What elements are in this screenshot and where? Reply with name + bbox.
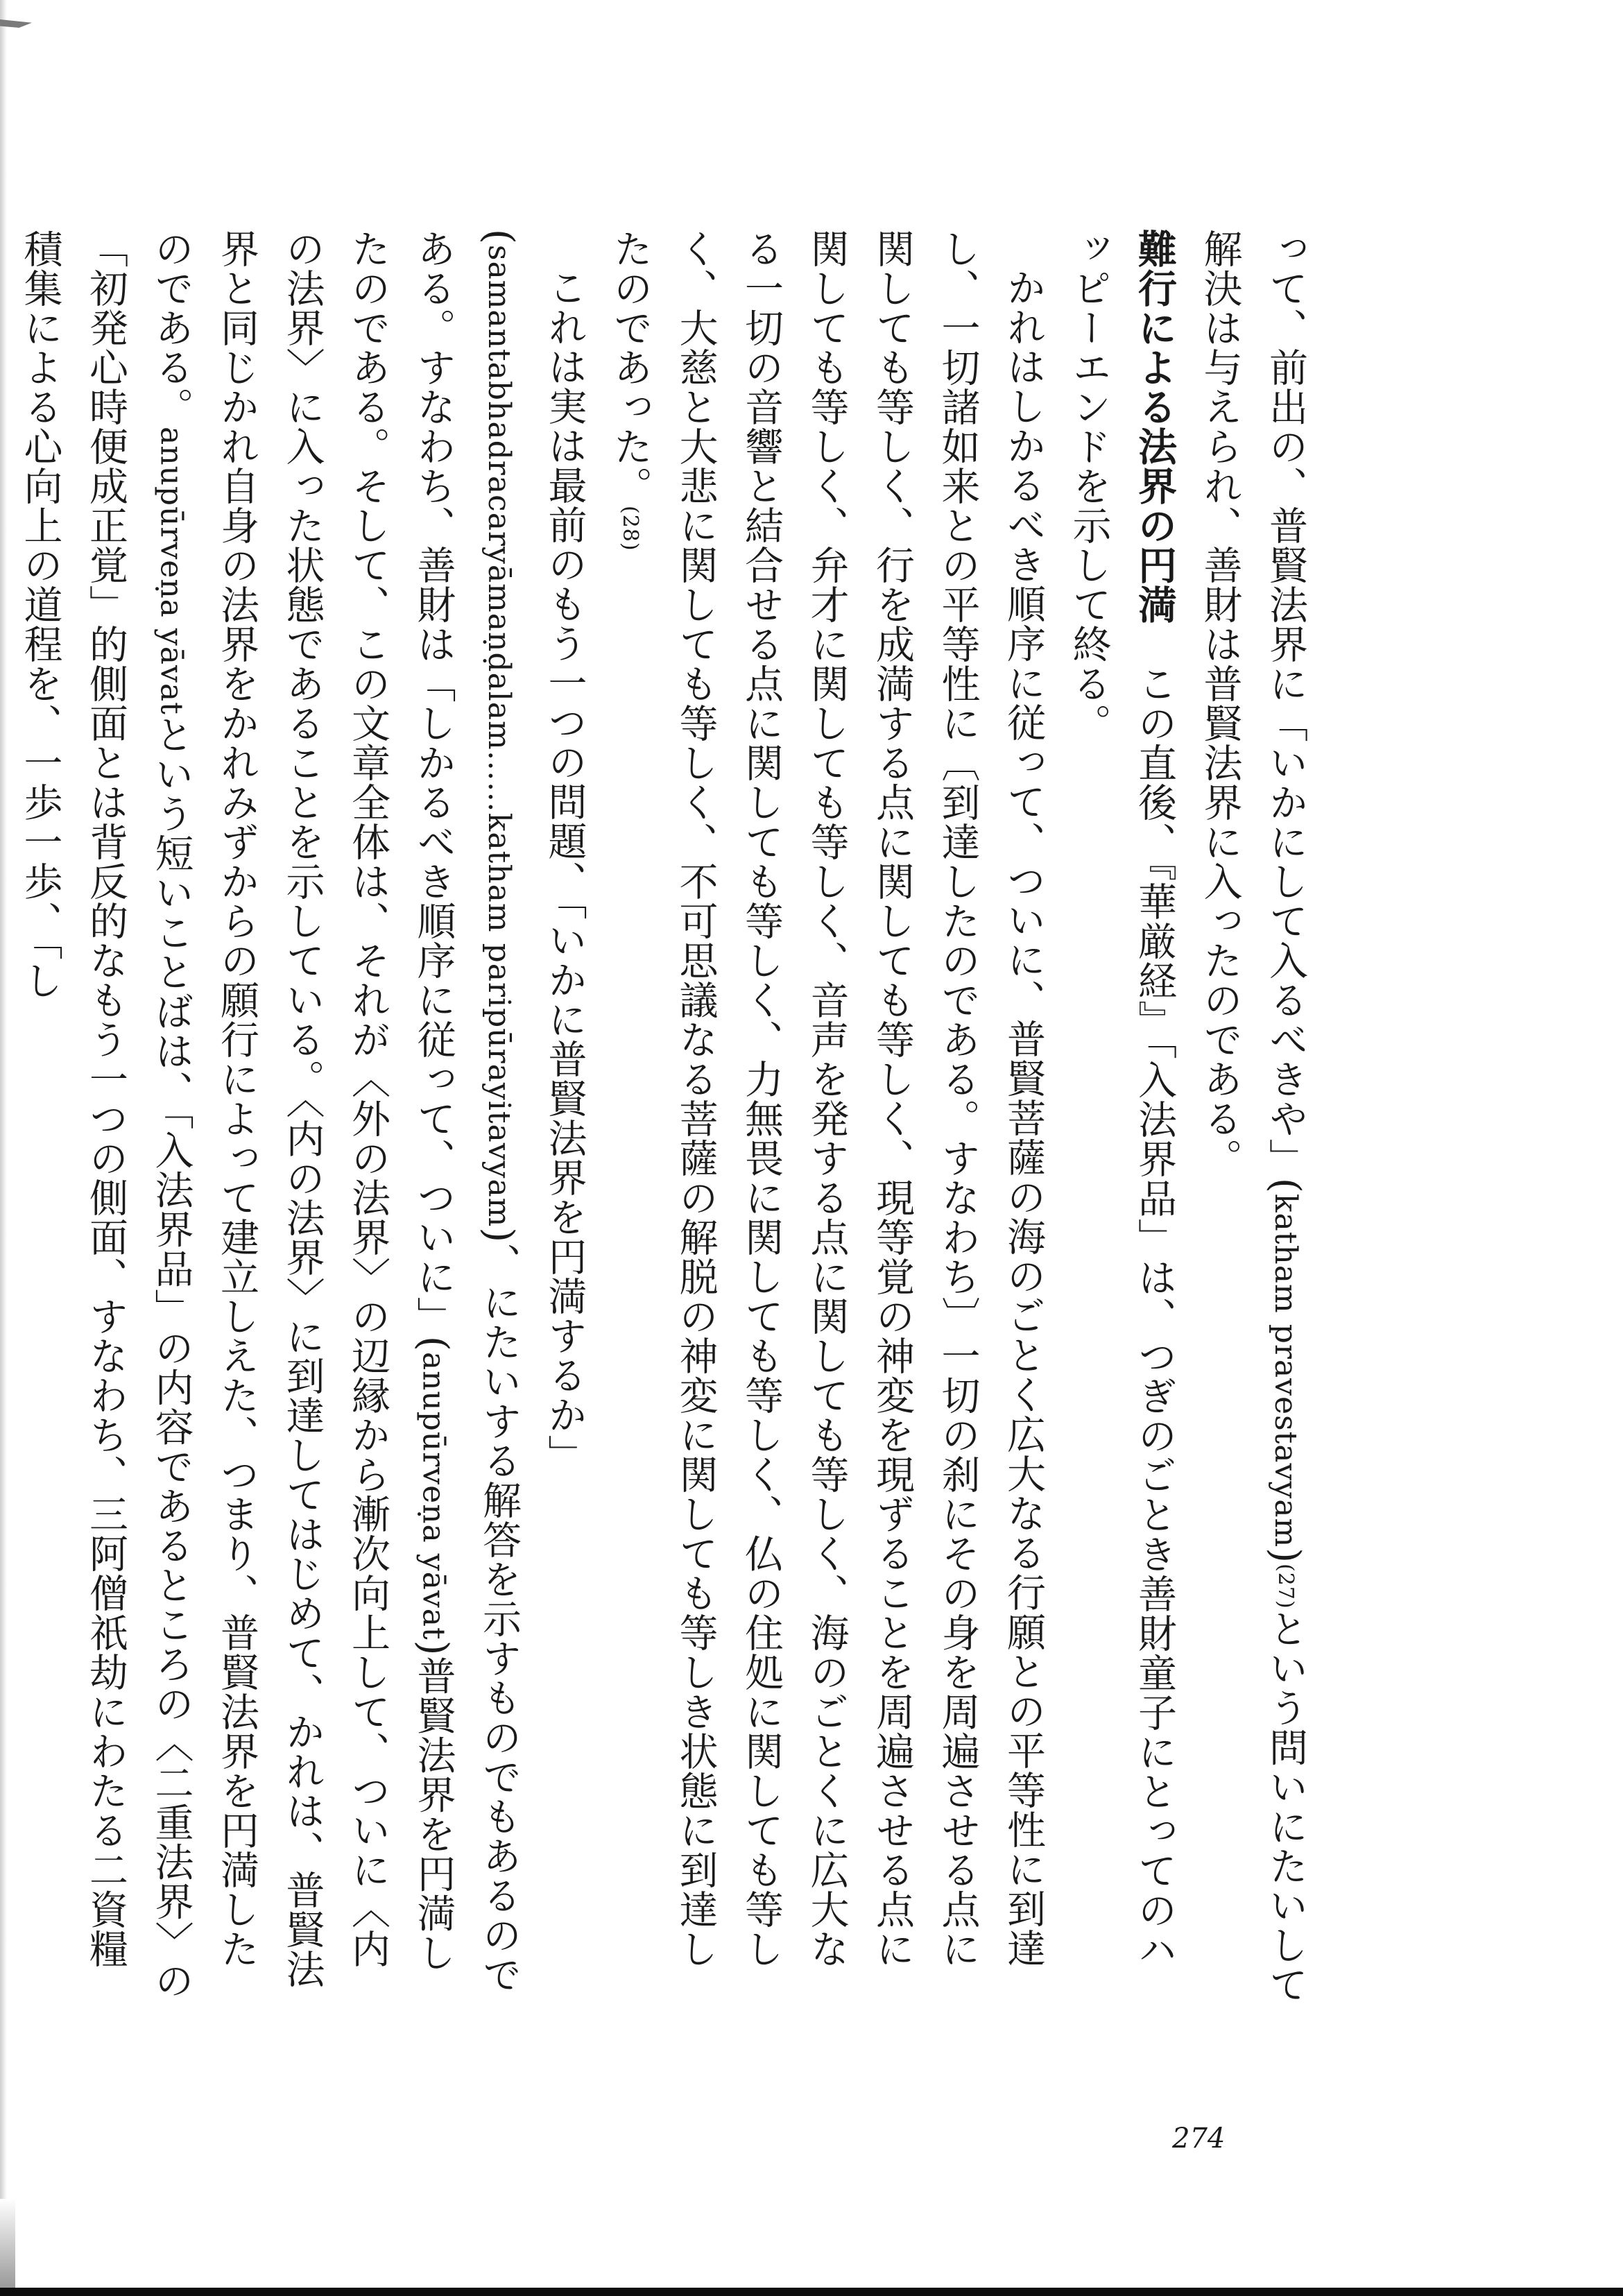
scan-bottom-smudge	[0, 2199, 15, 2288]
text-segment: という短いことばは、「入法界品」の内容であるところの〈二重法界〉の「初発心時便成正覚」的側面とは背反的なもう一つの側面、すなわち、三阿僧祇劫にわたる二資糧積集による心向上の道程を、一歩一歩、「し	[17, 229, 194, 2001]
text-segment: って、前出の、普賢法界に「いかにして入るべきや」(	[1263, 229, 1308, 1194]
page-number: 274	[1172, 2123, 1226, 2154]
text-segment: anupūrveṇa yāvat	[153, 427, 189, 715]
text-segment: )	[1263, 1548, 1308, 1564]
scan-edge-shadow	[0, 0, 7, 2296]
vertical-text-block	[17, 229, 1318, 2005]
paragraph-1	[1187, 229, 1318, 2005]
text-segment: samantabhadracaryāmaṇḍalam……katham paripūrayitavyam	[481, 244, 517, 1228]
text-segment: これは実は最前のもう一つの問題、「いかに普賢法界を円満するか」(	[476, 229, 587, 1474]
text-segment: )、にたいする解答を示すものでもあるのである。すなわち、善財は「しかるべき順序に従って、ついに」(	[411, 229, 522, 1995]
text-segment: 難行による法界の円満	[1132, 229, 1177, 624]
paragraph-4	[7, 229, 597, 2005]
paragraph-3	[597, 229, 1056, 2005]
text-segment: katham pravestavyam	[1268, 1193, 1303, 1548]
text-segment: )普賢法界を円満したのである。そして、この文章全体は、それが〈外の法界〉の辺縁から漸次向上して、ついに〈内の法界〉に入った状態であることを示している。〈内の法界〉に到達してはじめて、かれは、普賢法界と同じかれ自身の法界をかれみずからの願行によって建立しえた、つまり、普賢法界を円満したのである。	[148, 229, 456, 1989]
paragraph-2	[1056, 229, 1187, 2005]
text-segment: anupūrveṇa yāvat	[415, 1351, 452, 1640]
scan-bottom-bar	[0, 2288, 1623, 2296]
text-segment: この直後、『華厳経』「入法界品」は、つぎのごとき善財童子にとってのハッピーエンドを示して終る。	[1066, 229, 1177, 1969]
text-segment: という問いにたいして解決は与えられ、善財は普賢法界に入ったのである。	[1197, 229, 1308, 2005]
text-segment: (27)	[1273, 1563, 1298, 1609]
text-segment: かれはしかるべき順序に従って、ついに、普賢菩薩の海のごとく広大なる行願との平等性に到達し、一切諸如来との平等性に〔到達したのである。すなわち〕一切の刹にその身を周遍させる点に関しても等しく、行を成満する点に関しても等しく、現等覚の神変を現ずることを周遍させる点に関しても等しく、弁才に関しても等しく、音声を発する点に関しても等しく、海のごとくに広大なる一切の音響と結合せる点に関しても等しく、力無畏に関しても等しく、仏の住処に関しても等しく、大慈と大悲に関しても等しく、不可思議なる菩薩の解脱の神変に関しても等しき状態に到達したのであった。	[608, 229, 1046, 1969]
text-segment: (28)	[618, 506, 642, 551]
